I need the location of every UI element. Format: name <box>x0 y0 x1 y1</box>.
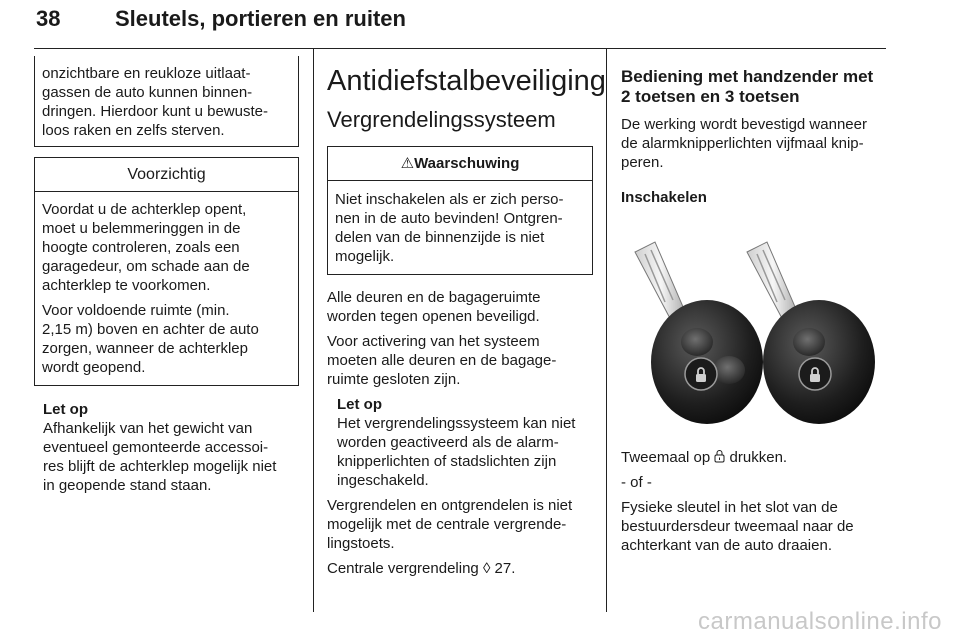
text-line: mogelijk met de centrale vergrende- <box>327 516 567 533</box>
text-line: ruimte gesloten zijn. <box>327 371 461 388</box>
header-rule <box>34 48 886 49</box>
fob-button-right <box>713 356 745 384</box>
text-line: wordt geopend. <box>42 359 146 376</box>
key-fob-illustration <box>621 224 885 434</box>
page-header <box>36 6 886 46</box>
key-fob-left <box>635 242 763 424</box>
paragraph-2 <box>621 448 889 467</box>
text-part: drukken. <box>725 449 788 466</box>
text-line: de alarmknipperlichten vijfmaal knip- <box>621 135 864 152</box>
paragraph-1 <box>327 288 593 326</box>
fob-button-top <box>793 328 825 356</box>
warning-triangle-icon: ⚠ <box>400 155 415 172</box>
danger-continuation-text <box>42 64 291 140</box>
note-text <box>337 414 593 490</box>
caution-box <box>34 157 299 386</box>
text-line: Niet inschakelen als er zich perso- <box>335 191 564 208</box>
danger-continuation-box <box>34 56 299 147</box>
caution-title: Voorzichtig <box>35 158 298 192</box>
paragraph-1 <box>621 115 889 172</box>
column-divider-1 <box>313 48 314 612</box>
text-line: lingstoets. <box>327 535 395 552</box>
text-line: Fysieke sleutel in het slot van de <box>621 499 838 516</box>
text-line: knipperlichten of stadslichten zijn <box>337 453 557 470</box>
paragraph-3 <box>621 498 889 555</box>
text-line: Voordat u de achterklep opent, <box>42 201 247 218</box>
text-line: onzichtbare en reukloze uitlaat- <box>42 65 251 82</box>
text-line: bestuurdersdeur tweemaal naar de <box>621 518 854 535</box>
text-line: hoogte controleren, zoals een <box>42 239 240 256</box>
text-line: 2,15 m) boven en achter de auto <box>42 321 259 338</box>
note-title: Let op <box>337 396 382 413</box>
text-line: Voor activering van het systeem <box>327 333 540 350</box>
page-number: 38 <box>36 6 61 31</box>
text-line: Afhankelijk van het gewicht van <box>43 420 253 437</box>
text-part: Tweemaal op <box>621 449 715 466</box>
text-line: moet u belemmeringgen in de <box>42 220 241 237</box>
link-text: Centrale vergrendeling <box>327 560 483 577</box>
text-line: nen in de auto bevinden! Ontgren- <box>335 210 563 227</box>
text-line: achterklep te voorkomen. <box>42 277 211 294</box>
text-line: dringen. Hierdoor kunt u bewuste- <box>42 103 268 120</box>
fob-button-top <box>681 328 713 356</box>
text-line: Voor voldoende ruimte (min. <box>42 302 230 319</box>
paragraph-2 <box>327 332 593 389</box>
warning-text <box>335 190 585 266</box>
section-subheading: Vergrendelingssysteem <box>327 107 556 132</box>
text-line: peren. <box>621 154 664 171</box>
text-line: achterkant van de auto draaien. <box>621 537 832 554</box>
note-block <box>34 400 299 495</box>
note-block <box>327 395 593 490</box>
paragraph-4 <box>327 559 593 578</box>
text-line: De werking wordt bevestigd wanneer <box>621 116 867 133</box>
text-line: gassen de auto kunnen binnen- <box>42 84 253 101</box>
warning-header <box>328 147 592 181</box>
text-line: eventueel gemonteerde accessoi- <box>43 439 269 456</box>
or-text: - of - <box>621 474 652 491</box>
text-line: zorgen, wanneer de achterklep <box>42 340 248 357</box>
column-2 <box>327 64 606 578</box>
text-line: Het vergrendelingssysteem kan niet <box>337 415 576 432</box>
warning-title: Waarschuwing <box>414 155 520 172</box>
lock-icon <box>714 449 725 463</box>
caution-paragraph-1 <box>42 200 291 295</box>
text-line: ingeschakeld. <box>337 472 429 489</box>
text-line: delen van de binnenzijde is niet <box>335 229 545 246</box>
text-line: loos raken en zelfs sterven. <box>42 122 225 139</box>
text-line: worden tegen openen beveiligd. <box>327 308 540 325</box>
section-heading: Antidiefstalbeveiliging <box>327 65 606 97</box>
note-text <box>43 419 290 495</box>
column-divider-2 <box>606 48 607 612</box>
text-line: res blijft de achterklep mogelijk niet <box>43 458 277 475</box>
subheading-inschakelen: Inschakelen <box>621 189 707 206</box>
key-fob-right <box>747 242 875 424</box>
text-line: moeten alle deuren en de bagage- <box>327 352 557 369</box>
column-3 <box>621 67 889 555</box>
text-line: 2 toetsen en 3 toetsen <box>621 87 800 106</box>
page-reference-icon: ◊ <box>482 560 491 577</box>
text-line: in geopende stand staan. <box>43 477 212 494</box>
caution-paragraph-2 <box>42 301 291 377</box>
text-line: Bediening met handzender met <box>621 67 874 86</box>
page-title: Sleutels, portieren en ruiten <box>115 6 406 31</box>
warning-box <box>327 146 593 275</box>
text-line: garagedeur, om schade aan de <box>42 258 250 275</box>
section-heading <box>621 67 889 107</box>
key-fob-illustration-svg <box>621 224 885 434</box>
page-reference: 27. <box>490 560 516 577</box>
text-line: worden geactiveerd als de alarm- <box>337 434 559 451</box>
text-line: mogelijk. <box>335 248 395 265</box>
text-line: Vergrendelen en ontgrendelen is niet <box>327 497 573 514</box>
note-title: Let op <box>43 401 88 418</box>
watermark: carmanualsonline.info <box>698 608 942 635</box>
paragraph-3 <box>327 496 593 553</box>
column-1 <box>34 56 299 495</box>
text-line: Alle deuren en de bagageruimte <box>327 289 541 306</box>
